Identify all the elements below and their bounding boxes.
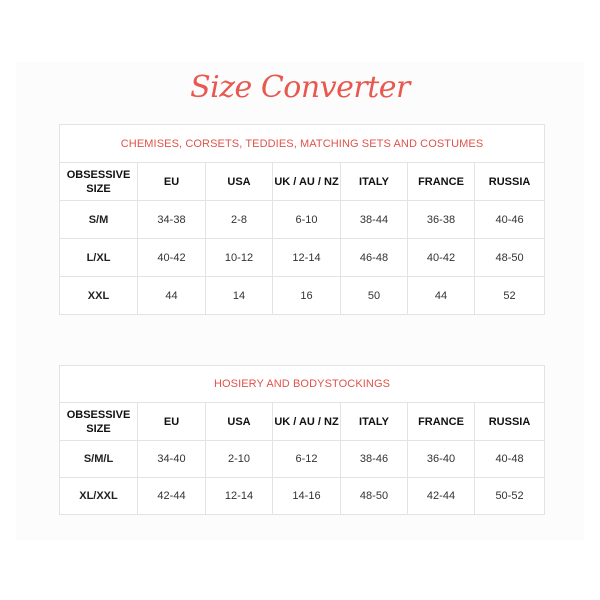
page-title: Size Converter [190,70,410,105]
column-header: UK / AU / NZ [273,403,341,441]
table-cell: 44 [138,277,206,315]
table-cell: 12-14 [206,478,273,515]
column-header: EU [138,403,206,441]
table-caption: CHEMISES, CORSETS, TEDDIES, MATCHING SETS AND COSTUMES [60,125,545,163]
table-cell: 36-40 [408,441,475,478]
table-cell: 42-44 [408,478,475,515]
column-header: FRANCE [408,163,475,201]
column-header: USA [206,403,273,441]
column-header: ITALY [341,403,408,441]
table-row [60,277,545,315]
table-cell: 16 [273,277,341,315]
table-cell: 6-12 [273,441,341,478]
column-header: OBSESSIVE SIZE [60,403,138,441]
table-cell: 6-10 [273,201,341,239]
table-cell: 14 [206,277,273,315]
table-cell: 48-50 [341,478,408,515]
column-header: RUSSIA [475,163,545,201]
table-cell: 50-52 [475,478,545,515]
size-cell: XL/XXL [60,478,138,515]
table-cell: 40-46 [475,201,545,239]
table-row [60,478,545,515]
table-cell: 46-48 [341,239,408,277]
column-header: EU [138,163,206,201]
table-cell: 40-42 [408,239,475,277]
column-header: USA [206,163,273,201]
size-table-hosiery [59,365,545,515]
table-cell: 40-48 [475,441,545,478]
table-cell: 2-10 [206,441,273,478]
table-cell: 42-44 [138,478,206,515]
size-table-lingerie [59,124,545,315]
table-cell: 44 [408,277,475,315]
table-row [60,441,545,478]
table-cell: 14-16 [273,478,341,515]
table-cell: 40-42 [138,239,206,277]
table-cell: 38-46 [341,441,408,478]
table-caption: HOSIERY AND BODYSTOCKINGS [60,366,545,403]
size-cell: L/XL [60,239,138,277]
size-cell: XXL [60,277,138,315]
table-cell: 10-12 [206,239,273,277]
table-cell: 36-38 [408,201,475,239]
column-header: ITALY [341,163,408,201]
table-cell: 52 [475,277,545,315]
size-cell: S/M/L [60,441,138,478]
table-cell: 34-38 [138,201,206,239]
table-cell: 48-50 [475,239,545,277]
table-cell: 2-8 [206,201,273,239]
table-row [60,239,545,277]
table-cell: 12-14 [273,239,341,277]
table-row [60,201,545,239]
column-header: FRANCE [408,403,475,441]
column-header: OBSESSIVE SIZE [60,163,138,201]
table-cell: 50 [341,277,408,315]
column-header: UK / AU / NZ [273,163,341,201]
table-cell: 34-40 [138,441,206,478]
column-header: RUSSIA [475,403,545,441]
size-cell: S/M [60,201,138,239]
table-cell: 38-44 [341,201,408,239]
